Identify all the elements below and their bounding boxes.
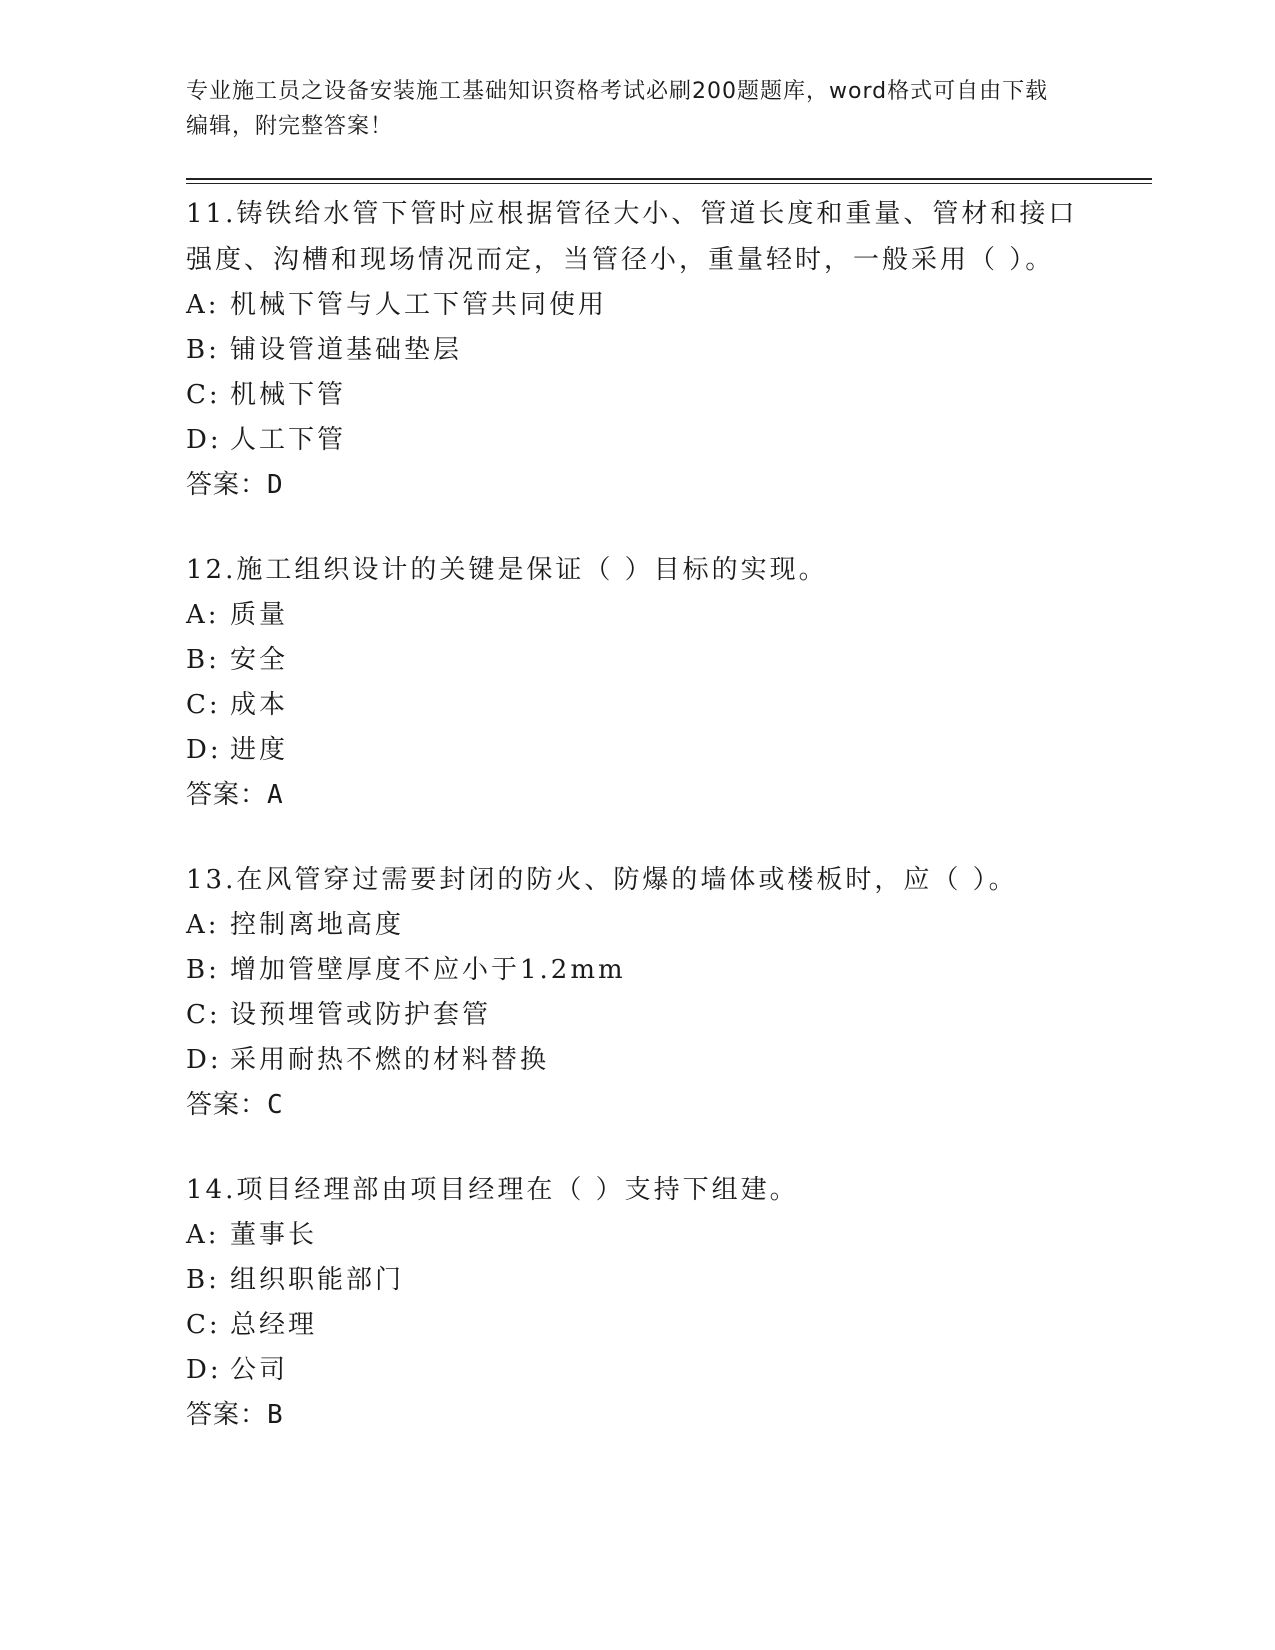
option-text: 公司 [230, 1355, 289, 1385]
option-b [186, 1258, 1086, 1303]
option-c [186, 1303, 1086, 1348]
question-stem: 14.项目经理部由项目经理在（ ）支持下组建。 [186, 1175, 799, 1205]
option-a [186, 593, 1086, 638]
header-divider-thin [186, 183, 1152, 184]
option-c [186, 373, 1086, 418]
answer-value: D [267, 470, 284, 500]
question-stem: 12.施工组织设计的关键是保证（ ）目标的实现。 [186, 555, 828, 585]
option-letter: D: [186, 425, 222, 455]
answer-value: C [267, 1090, 284, 1120]
option-letter: C: [186, 1000, 221, 1030]
option-text: 机械下管 [230, 380, 347, 410]
question-item [186, 547, 1086, 818]
option-d [186, 728, 1086, 773]
option-text: 质量 [230, 600, 289, 630]
option-letter: A: [186, 600, 220, 630]
document-header: 专业施工员之设备安装施工基础知识资格考试必刷200题题库，word格式可自由下载编辑，附完整答案！ [186, 79, 1049, 139]
option-text: 组织职能部门 [230, 1265, 405, 1295]
option-a [186, 1213, 1086, 1258]
answer-line [186, 463, 1086, 508]
option-b [186, 638, 1086, 683]
option-text: 安全 [230, 645, 289, 675]
answer-value: B [267, 1400, 284, 1430]
option-d [186, 1038, 1086, 1083]
question-list [186, 191, 1086, 1477]
option-b [186, 948, 1086, 993]
option-letter: A: [186, 1220, 220, 1250]
question-item [186, 191, 1086, 508]
option-letter: D: [186, 1355, 222, 1385]
answer-line [186, 773, 1086, 818]
question-item [186, 1167, 1086, 1438]
option-a [186, 283, 1086, 328]
option-text: 采用耐热不燃的材料替换 [230, 1045, 550, 1075]
option-letter: C: [186, 1310, 221, 1340]
header-divider-thick [186, 178, 1152, 180]
option-text: 人工下管 [230, 425, 347, 455]
option-letter: A: [186, 290, 220, 320]
option-c [186, 993, 1086, 1038]
option-text: 进度 [230, 735, 289, 765]
option-a [186, 903, 1086, 948]
option-text: 董事长 [230, 1220, 318, 1250]
option-d [186, 418, 1086, 463]
option-letter: B: [186, 335, 220, 365]
question-stem: 11.铸铁给水管下管时应根据管径大小、管道长度和重量、管材和接口强度、沟槽和现场情况而定，当管径小，重量轻时，一般采用（ ）。 [186, 199, 1078, 275]
question-stem: 13.在风管穿过需要封闭的防火、防爆的墙体或楼板时，应（ ）。 [186, 865, 1018, 895]
option-letter: A: [186, 910, 220, 940]
answer-line [186, 1393, 1086, 1438]
option-letter: C: [186, 380, 221, 410]
option-letter: B: [186, 1265, 220, 1295]
option-b [186, 328, 1086, 373]
option-text: 机械下管与人工下管共同使用 [230, 290, 608, 320]
option-d [186, 1348, 1086, 1393]
answer-label: 答案： [186, 470, 268, 500]
answer-label: 答案： [186, 780, 268, 810]
option-text: 成本 [230, 690, 289, 720]
option-letter: D: [186, 735, 222, 765]
answer-line [186, 1083, 1086, 1128]
answer-label: 答案： [186, 1400, 268, 1430]
option-c [186, 683, 1086, 728]
question-item [186, 857, 1086, 1128]
option-text: 控制离地高度 [230, 910, 405, 940]
answer-label: 答案： [186, 1090, 268, 1120]
option-text: 铺设管道基础垫层 [230, 335, 463, 365]
option-text: 设预埋管或防护套管 [230, 1000, 492, 1030]
option-letter: B: [186, 645, 220, 675]
option-letter: C: [186, 690, 221, 720]
option-letter: B: [186, 955, 220, 985]
option-letter: D: [186, 1045, 222, 1075]
option-text: 总经理 [230, 1310, 318, 1340]
answer-value: A [267, 780, 284, 810]
option-text: 增加管壁厚度不应小于1.2mm [230, 955, 626, 985]
